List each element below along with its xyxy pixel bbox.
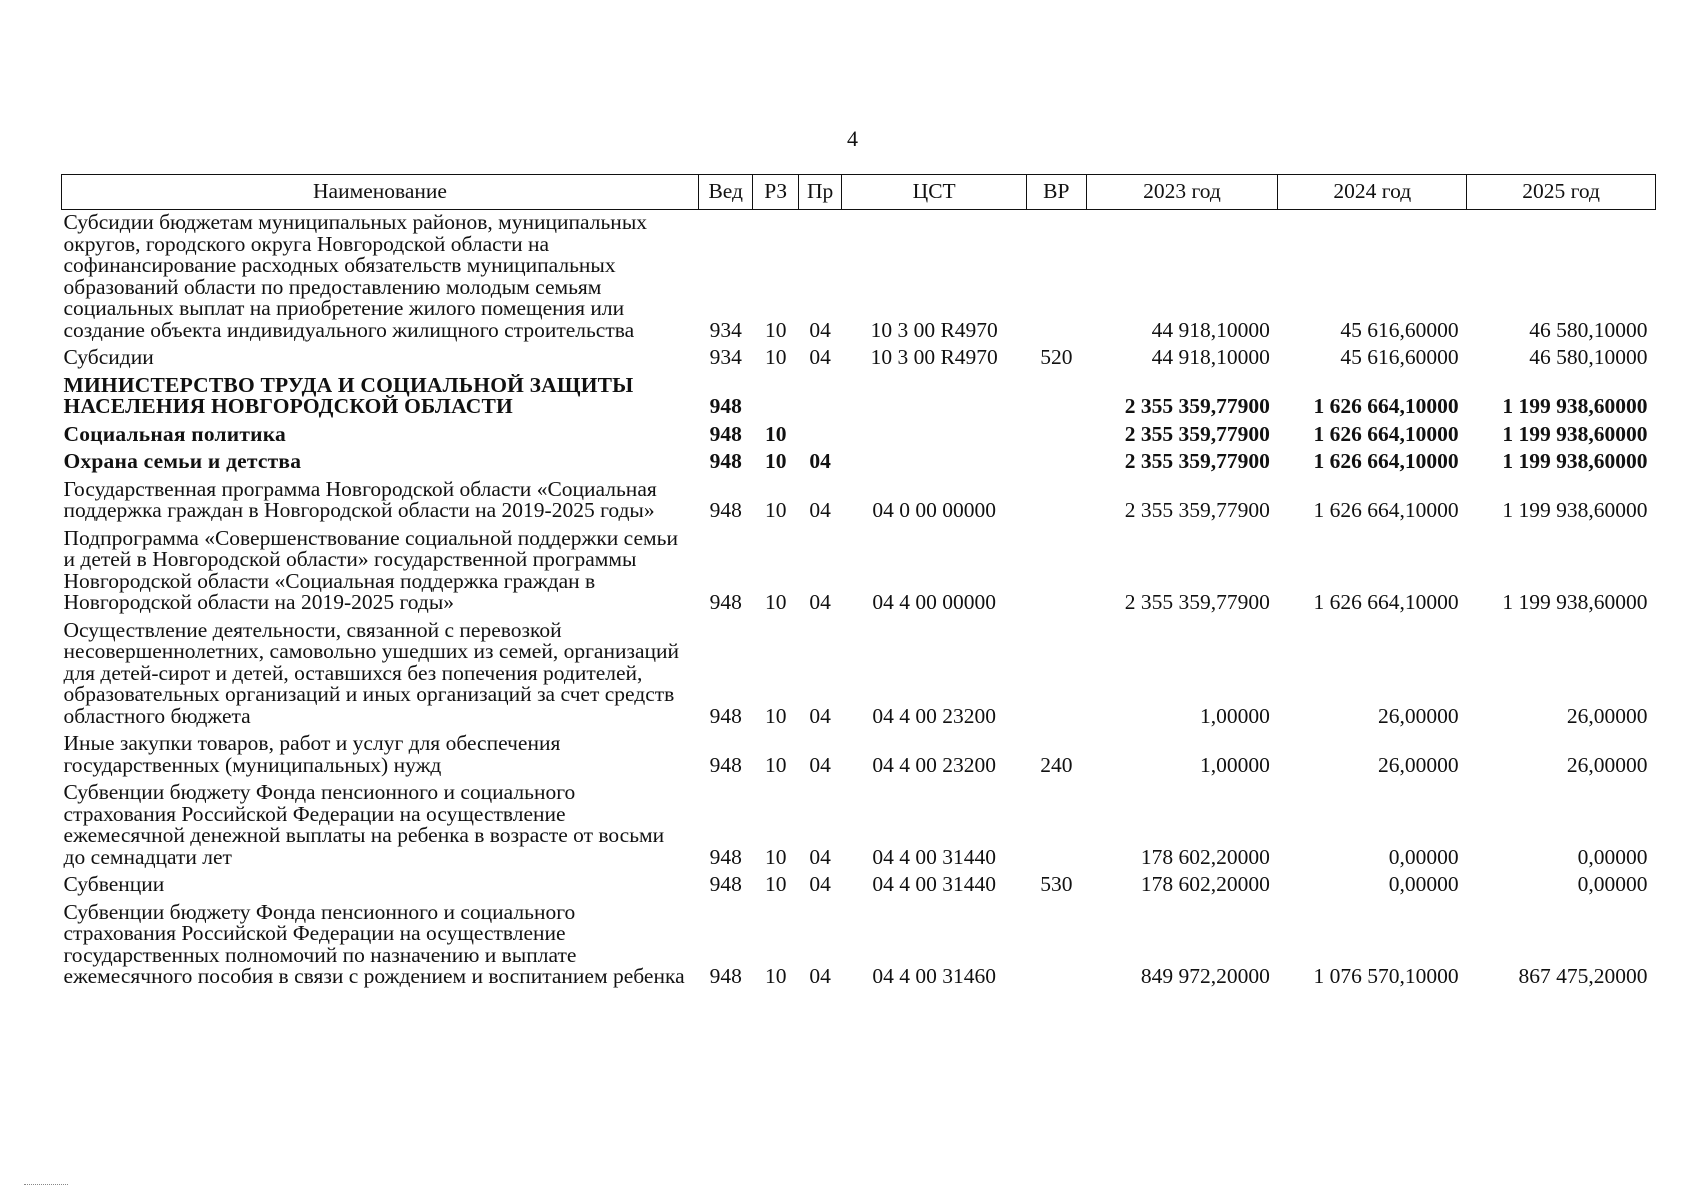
amount-2023-cell: 849 972,20000 xyxy=(1140,964,1270,988)
amount-2024-cell: 1 626 664,10000 xyxy=(1313,421,1459,446)
table-row xyxy=(62,900,1656,992)
ved-cell: 948 xyxy=(709,590,742,614)
ved-cell: 934 xyxy=(709,317,742,342)
column-header-2024: 2024 год xyxy=(1278,175,1467,210)
table-body xyxy=(62,210,1656,992)
vr-cell xyxy=(1027,526,1087,618)
cst-cell: 04 4 00 23200 xyxy=(872,703,996,728)
table-row xyxy=(62,731,1656,780)
cst-cell: 10 3 00 R4970 xyxy=(870,317,998,342)
amount-2023-cell: 1,00000 xyxy=(1200,752,1270,777)
pr-cell: 04 xyxy=(809,449,831,473)
amount-2023-cell: 44 918,10000 xyxy=(1151,317,1270,342)
ved-cell: 948 xyxy=(709,752,742,777)
pr-cell: 04 xyxy=(809,844,831,869)
amount-2024-cell: 0,00000 xyxy=(1388,872,1459,896)
row-name-cell: Государственная программа Новгородской области «Социальная поддержка граждан в Новгородской области на 2019-2025 годы» xyxy=(63,476,657,522)
vr-cell: 520 xyxy=(1040,345,1073,369)
amount-2025-cell: 1 199 938,60000 xyxy=(1502,449,1648,473)
amount-2024-cell: 1 076 570,10000 xyxy=(1313,964,1459,988)
amount-2023-cell: 2 355 359,77900 xyxy=(1124,498,1270,522)
ved-cell: 948 xyxy=(709,703,742,728)
amount-2024-cell: 0,00000 xyxy=(1388,844,1459,869)
row-name-cell: Социальная политика xyxy=(63,421,286,446)
amount-2025-cell: 26,00000 xyxy=(1566,752,1648,777)
column-header-name: Наименование xyxy=(62,175,699,210)
amount-2023-cell: 2 355 359,77900 xyxy=(1124,590,1270,614)
column-header-2025: 2025 год xyxy=(1467,175,1656,210)
amount-2025-cell: 0,00000 xyxy=(1577,844,1648,869)
pr-cell: 04 xyxy=(809,590,831,614)
rz-cell: 10 xyxy=(764,590,787,614)
amount-2023-cell: 44 918,10000 xyxy=(1151,345,1270,369)
rz-cell: 10 xyxy=(764,703,787,728)
ved-cell: 948 xyxy=(709,872,742,896)
pr-cell: 04 xyxy=(809,872,831,896)
ved-cell: 948 xyxy=(709,449,742,473)
amount-2025-cell: 46 580,10000 xyxy=(1529,345,1648,369)
vr-cell xyxy=(1027,449,1087,477)
table-header-row xyxy=(62,175,1656,210)
ved-cell: 948 xyxy=(709,421,742,446)
amount-2024-cell: 1 626 664,10000 xyxy=(1313,498,1459,522)
column-header-2023: 2023 год xyxy=(1086,175,1278,210)
vr-cell xyxy=(1027,618,1087,732)
amount-2024-cell: 45 616,60000 xyxy=(1340,317,1459,342)
pr-cell: 04 xyxy=(809,345,831,369)
rz-cell: 10 xyxy=(764,449,787,473)
amount-2024-cell: 26,00000 xyxy=(1378,752,1459,777)
row-name-cell: МИНИСТЕРСТВО ТРУДА И СОЦИАЛЬНОЙ ЗАЩИТЫ НАСЕЛЕНИЯ НОВГОРОДСКОЙ ОБЛАСТИ xyxy=(63,372,634,418)
vr-cell xyxy=(1027,422,1087,450)
vr-cell xyxy=(1027,373,1087,422)
table-row-subsection xyxy=(62,449,1656,477)
ved-cell: 948 xyxy=(709,498,742,522)
pr-cell xyxy=(798,373,841,422)
cst-cell: 04 0 00 00000 xyxy=(872,498,996,522)
cst-cell: 04 4 00 31440 xyxy=(872,844,996,869)
budget-table xyxy=(61,174,1656,992)
table-row xyxy=(62,872,1656,900)
cst-cell: 10 3 00 R4970 xyxy=(870,345,998,369)
vr-cell: 240 xyxy=(1040,752,1073,777)
scan-artifact-mark xyxy=(24,1184,68,1187)
row-name-cell: Субвенции бюджету Фонда пенсионного и социального страхования Российской Федерации на осуществление ежемесячной денежной выплаты на ребенка в возрасте от восьми до семнадцати лет xyxy=(63,780,665,869)
page-number: 4 xyxy=(847,126,858,151)
table-row-section xyxy=(62,422,1656,450)
row-name-cell: Субсидии xyxy=(63,345,154,369)
pr-cell: 04 xyxy=(809,498,831,522)
amount-2023-cell: 178 602,20000 xyxy=(1140,872,1270,896)
cst-cell xyxy=(842,422,1027,450)
amount-2023-cell: 2 355 359,77900 xyxy=(1124,421,1270,446)
column-header-cst: ЦСТ xyxy=(842,175,1027,210)
rz-cell: 10 xyxy=(764,752,787,777)
column-header-ved: Вед xyxy=(698,175,753,210)
ved-cell: 948 xyxy=(709,394,742,418)
amount-2024-cell: 1 626 664,10000 xyxy=(1313,394,1459,418)
rz-cell: 10 xyxy=(764,498,787,522)
amount-2024-cell: 45 616,60000 xyxy=(1340,345,1459,369)
amount-2025-cell: 1 199 938,60000 xyxy=(1502,421,1648,446)
row-name-cell: Иные закупки товаров, работ и услуг для обеспечения государственных (муниципальных) нужд xyxy=(63,731,561,777)
cst-cell xyxy=(842,373,1027,422)
amount-2025-cell: 1 199 938,60000 xyxy=(1502,498,1648,522)
pr-cell: 04 xyxy=(809,964,831,988)
table-row xyxy=(62,210,1656,346)
row-name-cell: Субсидии бюджетам муниципальных районов, муниципальных округов, городского округа Новгородской области на софинансирование расходных обязательств муниципальных образований области по предоставлению молодым семьям социальных выплат на приобретение жилого помещения или создание объекта индивидуального жилищного строительства xyxy=(63,210,648,342)
cst-cell xyxy=(842,449,1027,477)
amount-2023-cell: 178 602,20000 xyxy=(1140,844,1270,869)
pr-cell: 04 xyxy=(809,703,831,728)
ved-cell: 934 xyxy=(709,345,742,369)
rz-cell: 10 xyxy=(764,421,787,446)
row-name-cell: Охрана семьи и детства xyxy=(63,449,302,473)
cst-cell: 04 4 00 23200 xyxy=(872,752,996,777)
row-name-cell: Субвенции бюджету Фонда пенсионного и социального страхования Российской Федерации на осуществление государственных полномочий по назначению и выплате ежемесячного пособия в связи с рождением и воспитанием ребенка xyxy=(63,899,685,988)
column-header-rz: РЗ xyxy=(753,175,798,210)
rz-cell xyxy=(753,373,798,422)
cst-cell: 04 4 00 00000 xyxy=(872,590,996,614)
table-row xyxy=(62,526,1656,618)
rz-cell: 10 xyxy=(764,844,787,869)
rz-cell: 10 xyxy=(764,317,787,342)
amount-2024-cell: 1 626 664,10000 xyxy=(1313,590,1459,614)
table-row xyxy=(62,345,1656,373)
ved-cell: 948 xyxy=(709,964,742,988)
row-name-cell: Осуществление деятельности, связанной с перевозкой несовершеннолетних, самовольно ушедших из семей, организаций для детей-сирот и детей, оставшихся без попечения родителей, образовательных организаций и иных организаций за счет средств областного бюджета xyxy=(63,617,680,728)
ved-cell: 948 xyxy=(709,844,742,869)
amount-2023-cell: 2 355 359,77900 xyxy=(1124,394,1270,418)
table-row xyxy=(62,780,1656,872)
cst-cell: 04 4 00 31460 xyxy=(872,964,996,988)
rz-cell: 10 xyxy=(764,872,787,896)
amount-2025-cell: 1 199 938,60000 xyxy=(1502,590,1648,614)
row-name-cell: Субвенции xyxy=(63,872,165,896)
vr-cell xyxy=(1027,900,1087,992)
amount-2024-cell: 1 626 664,10000 xyxy=(1313,449,1459,473)
amount-2025-cell: 867 475,20000 xyxy=(1518,964,1648,988)
cst-cell: 04 4 00 31440 xyxy=(872,872,996,896)
table-row-ministry xyxy=(62,373,1656,422)
vr-cell xyxy=(1027,210,1087,346)
vr-cell: 530 xyxy=(1040,872,1073,896)
column-header-vr: ВР xyxy=(1027,175,1087,210)
amount-2025-cell: 26,00000 xyxy=(1566,703,1648,728)
row-name-cell: Подпрограмма «Совершенствование социальной поддержки семьи и детей в Новгородской области» государственной программы Новгородской области «Социальная поддержка граждан в Новгородской области на 2019-2025 годы» xyxy=(63,525,678,614)
pr-cell: 04 xyxy=(809,752,831,777)
vr-cell xyxy=(1027,780,1087,872)
vr-cell xyxy=(1027,477,1087,526)
pr-cell xyxy=(798,422,841,450)
pr-cell: 04 xyxy=(809,317,831,342)
column-header-pr: Пр xyxy=(798,175,841,210)
rz-cell: 10 xyxy=(764,964,787,988)
amount-2023-cell: 2 355 359,77900 xyxy=(1124,449,1270,473)
table-row xyxy=(62,477,1656,526)
amount-2025-cell: 0,00000 xyxy=(1577,872,1648,896)
amount-2025-cell: 1 199 938,60000 xyxy=(1502,394,1648,418)
amount-2023-cell: 1,00000 xyxy=(1200,703,1270,728)
amount-2024-cell: 26,00000 xyxy=(1378,703,1459,728)
amount-2025-cell: 46 580,10000 xyxy=(1529,317,1648,342)
table-row xyxy=(62,618,1656,732)
rz-cell: 10 xyxy=(764,345,787,369)
